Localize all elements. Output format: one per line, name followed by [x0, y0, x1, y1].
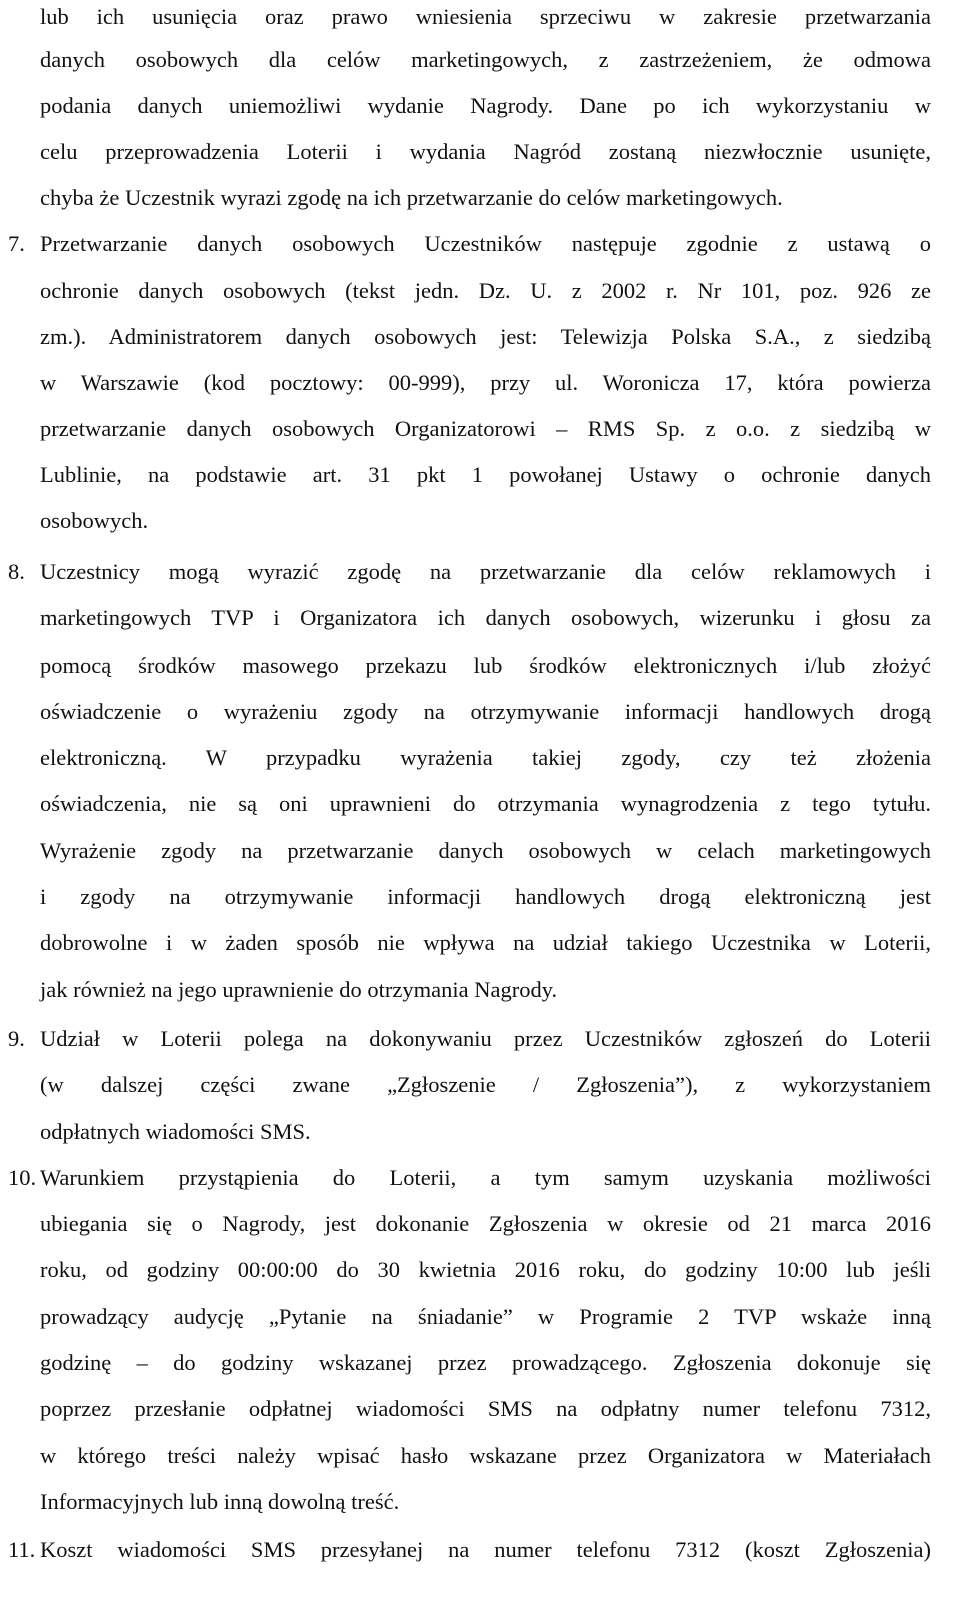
paragraph-line: danych osobowych dla celów marketingowych, z zastrzeżeniem, że odmowa: [40, 47, 931, 72]
list-item-line: w którego treści należy wpisać hasło wskazane przez Organizatora w Materiałach: [40, 1443, 931, 1468]
list-item-line: oświadczenie o wyrażeniu zgody na otrzymywanie informacji handlowych drogą: [40, 699, 931, 724]
list-item-line: zm.). Administratorem danych osobowych jest: Telewizja Polska S.A., z siedzibą: [40, 324, 931, 349]
paragraph-line: podania danych uniemożliwi wydanie Nagrody. Dane po ich wykorzystaniu w: [40, 93, 931, 118]
list-item-line: w Warszawie (kod pocztowy: 00-999), przy ul. Woronicza 17, która powierza: [40, 370, 931, 395]
list-item-line: jak również na jego uprawnienie do otrzymania Nagrody.: [40, 977, 558, 1002]
paragraph-line: chyba że Uczestnik wyrazi zgodę na ich przetwarzanie do celów marketingowych.: [40, 185, 783, 210]
list-item-line: Przetwarzanie danych osobowych Uczestników następuje zgodnie z ustawą o: [40, 231, 931, 256]
list-item-line: (w dalszej części zwane „Zgłoszenie / Zgłoszenia”), z wykorzystaniem: [40, 1072, 931, 1097]
item-number: 11.: [8, 1537, 36, 1562]
list-item-line: ochronie danych osobowych (tekst jedn. Dz. U. z 2002 r. Nr 101, poz. 926 ze: [40, 278, 931, 303]
list-item-line: dobrowolne i w żaden sposób nie wpływa na udział takiego Uczestnika w Loterii,: [40, 930, 931, 955]
list-item-line: marketingowych TVP i Organizatora ich danych osobowych, wizerunku i głosu za: [40, 605, 931, 630]
list-item-line: Udział w Loterii polega na dokonywaniu przez Uczestników zgłoszeń do Loterii: [40, 1026, 931, 1051]
paragraph-line: lub ich usunięcia oraz prawo wniesienia sprzeciwu w zakresie przetwarzania: [40, 4, 931, 29]
item-number: 7.: [8, 231, 25, 256]
list-item-line: roku, od godziny 00:00:00 do 30 kwietnia 2016 roku, do godziny 10:00 lub jeśli: [40, 1257, 931, 1282]
list-item-line: Uczestnicy mogą wyrazić zgodę na przetwarzanie dla celów reklamowych i: [40, 559, 931, 584]
list-item-line: przetwarzanie danych osobowych Organizatorowi – RMS Sp. z o.o. z siedzibą w: [40, 416, 931, 441]
list-item-line: oświadczenia, nie są oni uprawnieni do otrzymania wynagrodzenia z tego tytułu.: [40, 791, 931, 816]
item-number: 9.: [8, 1026, 25, 1051]
list-item-line: pomocą środków masowego przekazu lub środków elektronicznych i/lub złożyć: [40, 653, 931, 678]
paragraph-line: celu przeprowadzenia Loterii i wydania Nagród zostaną niezwłocznie usunięte,: [40, 139, 931, 164]
list-item-line: Informacyjnych lub inną dowolną treść.: [40, 1489, 400, 1514]
list-item-line: elektroniczną. W przypadku wyrażenia takiej zgody, czy też złożenia: [40, 745, 931, 770]
list-item-line: i zgody na otrzymywanie informacji handlowych drogą elektroniczną jest: [40, 884, 931, 909]
list-item-line: Koszt wiadomości SMS przesyłanej na numer telefonu 7312 (koszt Zgłoszenia): [40, 1537, 931, 1562]
list-item-line: odpłatnych wiadomości SMS.: [40, 1119, 311, 1144]
item-number: 8.: [8, 559, 25, 584]
list-item-line: Wyrażenie zgody na przetwarzanie danych osobowych w celach marketingowych: [40, 838, 931, 863]
list-item-line: Warunkiem przystąpienia do Loterii, a tym samym uzyskania możliwości: [40, 1165, 931, 1190]
list-item-line: poprzez przesłanie odpłatnej wiadomości SMS na odpłatny numer telefonu 7312,: [40, 1396, 931, 1421]
item-number: 10.: [8, 1165, 37, 1190]
list-item-line: Lublinie, na podstawie art. 31 pkt 1 powołanej Ustawy o ochronie danych: [40, 462, 931, 487]
list-item-line: osobowych.: [40, 508, 149, 533]
list-item-line: godzinę – do godziny wskazanej przez prowadzącego. Zgłoszenia dokonuje się: [40, 1350, 931, 1375]
list-item-line: prowadzący audycję „Pytanie na śniadanie” w Programie 2 TVP wskaże inną: [40, 1304, 931, 1329]
list-item-line: ubiegania się o Nagrody, jest dokonanie Zgłoszenia w okresie od 21 marca 2016: [40, 1211, 931, 1236]
